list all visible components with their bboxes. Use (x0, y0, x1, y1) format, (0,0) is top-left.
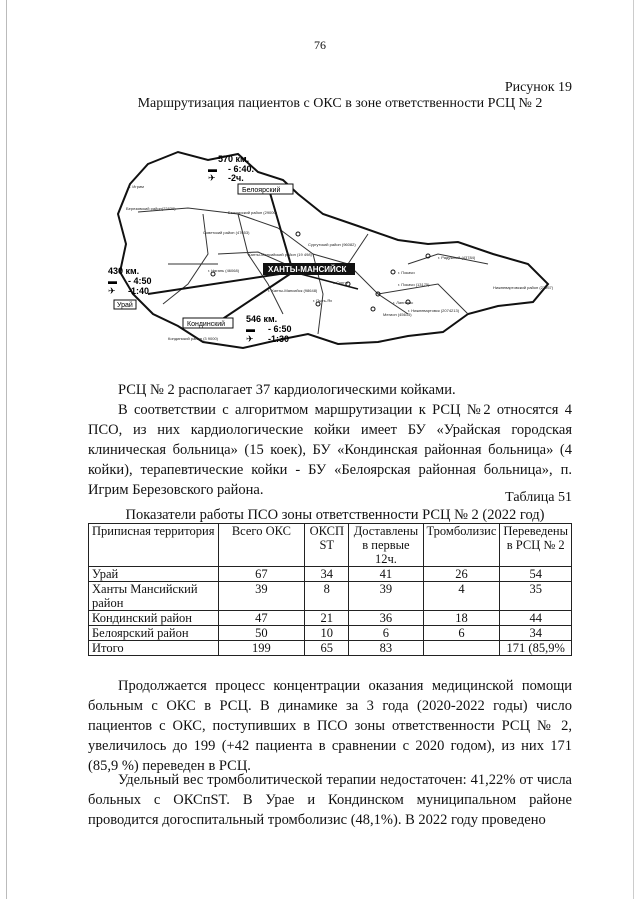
svg-text:- 6:40.: - 6:40. (228, 164, 255, 174)
svg-text:г. Нягань (46068): г. Нягань (46068) (208, 268, 240, 273)
helicopter-icon-kondinsky: ✈ (246, 334, 254, 344)
svg-text:Белоярский район (29000): Белоярский район (29000) (228, 210, 278, 215)
svg-text:Сургутский район (96082): Сургутский район (96082) (308, 242, 356, 247)
svg-text:- 6:50: - 6:50 (268, 324, 292, 334)
center-label: ХАНТЫ-МАНСИЙСК (268, 265, 347, 274)
paragraph-2: В соответствии с алгоритмом маршрутизации к РСЦ №2 относятся 4 ПСО, из них кардиологические койки имеет БУ «Урайская городская клиническая больница» (15 коек), БУ «Кондинская районная больница» (4 койки), терапевтические койки - БУ «Белоярская районная больница», п. Игрим Березовского района. (88, 402, 572, 498)
pso-table (88, 523, 572, 656)
svg-text:Березовский район(22820): Березовский район(22820) (126, 206, 176, 211)
table-title: Показатели работы ПСО зоны ответственности РСЦ № 2 (2022 год) (125, 507, 545, 523)
header-transferred: Переведены в РСЦ № 2 (500, 524, 572, 567)
svg-text:-2ч.: -2ч. (228, 173, 244, 183)
svg-text:п. Игрим: п. Игрим (128, 184, 144, 189)
car-icon-kondinsky: ▬ (246, 324, 255, 334)
helicopter-icon-beloyarsky: ✈ (208, 173, 216, 183)
svg-text:г. Нижневартовск (2074213): г. Нижневартовск (2074213) (408, 308, 460, 313)
paragraph-4: Удельный вес тромболитической терапии недостаточен: 41,22% от числа больных с ОКСпST. В Урае и Кондинском муниципальном районе проводится догоспитальный тромболизис (48,1%). В 2022 году проведено (88, 772, 572, 828)
svg-text:-1:30: -1:30 (268, 334, 290, 344)
route-line-beloyarsky (268, 186, 293, 272)
table-row: Урай 67 34 41 26 54 (89, 567, 572, 582)
svg-text:г. Радужный (43784): г. Радужный (43784) (438, 255, 476, 260)
header-territory: Приписная территория (89, 524, 219, 567)
svg-text:Ханты-Мансийский район (19 498: Ханты-Мансийский район (19 498) (248, 252, 312, 257)
header-delivered: Доставлены в первые 12ч. (349, 524, 423, 567)
paragraph-3: Продолжается процесс концентрации оказания медицинской помощи больным с ОКС в РСЦ. В динамике за 3 года (2020-2022 годы) число пациентов с ОКС, поступивших в ПСО зоны ответственности РСЦ № 2, увеличилось до 199 (+42 пациента в сравнении с 2020 годом), из них 171 (85,9 %) переведен в РСЦ. (88, 678, 572, 774)
svg-text:Нижневартовский район (27957): Нижневартовский район (27957) (493, 285, 554, 290)
svg-text:-1:40: -1:40 (128, 286, 150, 296)
svg-text:г. Сургут: г. Сургут (333, 280, 349, 285)
route-city-uray: Урай (117, 302, 133, 309)
header-thrombolysis: Тромболизис (423, 524, 500, 567)
svg-text:г. Покачи: г. Покачи (398, 270, 415, 275)
scan-edge-right (633, 0, 634, 899)
routing-map (108, 144, 558, 374)
header-total: Всего ОКС (218, 524, 305, 567)
helicopter-icon-uray: ✈ (108, 286, 116, 296)
svg-text:Кондинский район (3 9000): Кондинский район (3 9000) (168, 336, 218, 341)
svg-text:г. Пыть-Ях: г. Пыть-Ях (313, 298, 333, 303)
route-distance-kondinsky: 546 км. (246, 314, 278, 324)
table-row: Ханты Мансийский район 39 8 39 4 35 (89, 582, 572, 611)
svg-text:г. Лангепас: г. Лангепас (393, 300, 414, 305)
route-city-beloyarsky: Белоярский (242, 187, 281, 194)
region-map-svg (108, 144, 558, 374)
car-icon-beloyarsky: ▬ (208, 164, 217, 174)
paragraph-1: РСЦ № 2 располагает 37 кардиологическими койками. (118, 382, 456, 398)
route-distance-uray: 430 км. (108, 266, 140, 276)
table-row-total: Итого 199 65 83 171 (85,9% (89, 641, 572, 656)
header-oksp: ОКСП ST (305, 524, 349, 567)
svg-text:- 4:50: - 4:50 (128, 276, 152, 286)
figure-label: Рисунок 19 (504, 80, 572, 95)
svg-text:Советский район (47653): Советский район (47653) (203, 230, 250, 235)
svg-text:г. Покачи (13175): г. Покачи (13175) (398, 282, 430, 287)
page-number: 76 (314, 38, 326, 52)
table-row: Белоярский район 50 10 6 6 34 (89, 626, 572, 641)
table-label: Таблица 51 (505, 490, 572, 505)
svg-text:г. Ханты-Мансийск (98648): г. Ханты-Мансийск (98648) (268, 288, 318, 293)
car-icon-uray: ▬ (108, 276, 117, 286)
route-distance-beloyarsky: 570 км. (218, 154, 250, 164)
figure-title: Маршрутизация пациентов с ОКС в зоне ответственности РСЦ № 2 (137, 96, 543, 111)
table-header-row (89, 524, 572, 567)
route-city-kondinsky: Кондинский (187, 321, 226, 328)
table-row: Кондинский район 47 21 36 18 44 (89, 611, 572, 626)
svg-text:Мегион (45615): Мегион (45615) (383, 312, 412, 317)
scan-edge-left (6, 0, 7, 899)
